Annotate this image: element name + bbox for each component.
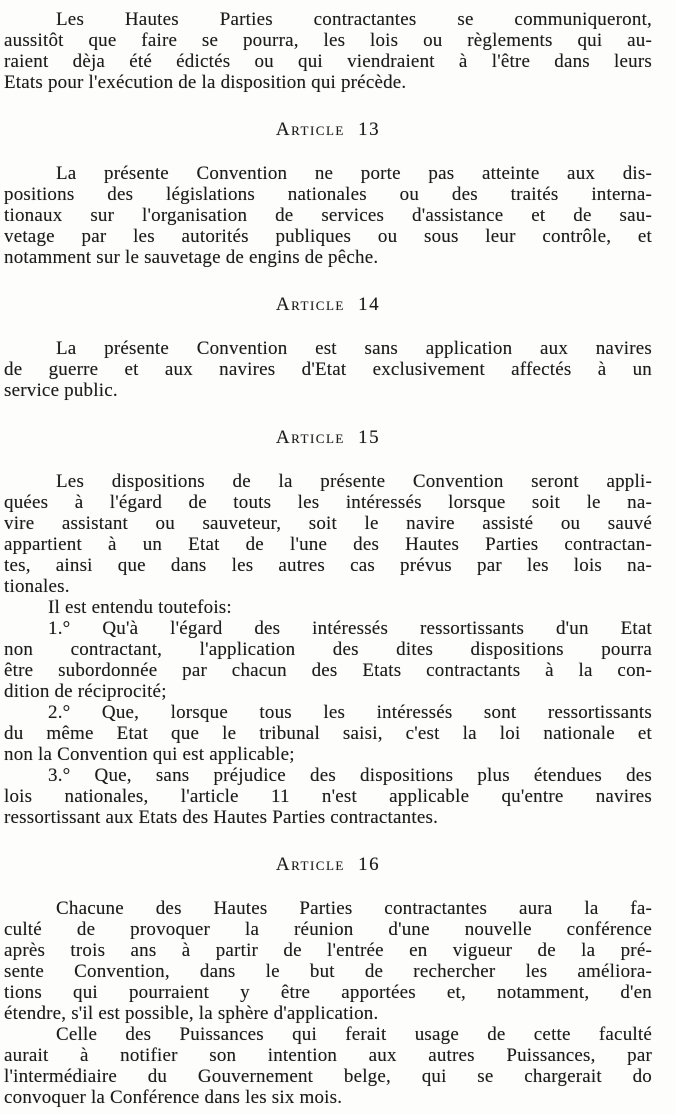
text-line: notamment sur le sauvetage de engins de pêche. — [4, 247, 379, 268]
text-line: La présente Convention est sans application aux navires — [56, 338, 652, 359]
text-line: Il est entendu toutefois: — [48, 597, 232, 618]
text-line: du même Etat que le tribunal saisi, c'est la loi nationale et — [4, 723, 652, 744]
text-line: vire assistant ou sauveteur, soit le navire assisté ou sauvé — [4, 513, 652, 534]
text-line: quées à l'égard de touts les intéressés lorsque soit le na- — [4, 492, 652, 513]
text-line: service public. — [4, 380, 118, 401]
text-line: Les Hautes Parties contractantes se communiqueront, — [56, 9, 652, 30]
text-line: vetage par les autorités publiques ou sous leur contrôle, et — [4, 226, 652, 247]
paragraph — [4, 471, 652, 597]
text-line: non contractant, l'application des dites dispositions pourra — [4, 639, 652, 660]
text-line: étendre, s'il est possible, la sphère d'application. — [4, 1003, 379, 1024]
text-line: de guerre et aux navires d'Etat exclusivement affectés à un — [4, 359, 652, 380]
text-line: Celle des Puissances qui ferait usage de cette faculté — [56, 1024, 652, 1045]
text-line: après trois ans à partir de l'entrée en vigueur de la pré- — [4, 940, 652, 961]
paragraph — [4, 9, 652, 93]
text-line: positions des législations nationales ou des traités interna- — [4, 184, 652, 205]
paragraph — [4, 702, 652, 765]
text-line: aurait à notifier son intention aux autres Puissances, par — [4, 1045, 652, 1066]
text-line: tes, ainsi que dans les autres cas prévus par les lois na- — [4, 555, 652, 576]
paragraph — [4, 618, 652, 702]
text-line: 2.° Que, lorsque tous les intéressés sont ressortissants — [48, 702, 652, 723]
article-heading: Article 13 — [275, 119, 381, 140]
paragraph — [4, 163, 652, 268]
text-line: sente Convention, dans le but de rechercher les améliora- — [4, 961, 652, 982]
text-line: culté de provoquer la réunion d'une nouvelle conférence — [4, 919, 652, 940]
text-line: Les dispositions de la présente Convention seront appli- — [56, 471, 652, 492]
text-line: 1.° Qu'à l'égard des intéressés ressortissants d'un Etat — [48, 618, 652, 639]
paragraph — [4, 1024, 652, 1108]
text-line: Etats pour l'exécution de la disposition qui précède. — [4, 72, 407, 93]
text-line: tionales. — [4, 576, 70, 597]
text-line: Chacune des Hautes Parties contractantes aura la fa- — [56, 898, 652, 919]
text-line: être subordonnée par chacun des Etats contractants à la con- — [4, 660, 652, 681]
text-line: 3.° Que, sans préjudice des dispositions plus étendues des — [48, 765, 652, 786]
text-line: dition de réciprocité; — [4, 681, 167, 702]
text-line: tions qui pourraient y être apportées et, notamment, d'en — [4, 982, 652, 1003]
paragraph — [4, 597, 652, 618]
paragraph — [4, 898, 652, 1024]
text-line: l'intermédiaire du Gouvernement belge, qui se chargerait do — [4, 1066, 652, 1087]
text-line: La présente Convention ne porte pas atteinte aux dis- — [56, 163, 652, 184]
article-heading: Article 15 — [275, 427, 381, 448]
text-line: raient dèja été édictés ou qui viendraient à l'être dans leurs — [4, 51, 652, 72]
text-line: non la Convention qui est applicable; — [4, 744, 295, 765]
article-heading: Article 14 — [275, 294, 381, 315]
paragraph — [4, 765, 652, 828]
article-heading: Article 16 — [275, 854, 381, 875]
text-line: lois nationales, l'article 11 n'est applicable qu'entre navires — [4, 786, 652, 807]
text-line: convoquer la Conférence dans les six mois. — [4, 1087, 343, 1108]
paragraph — [4, 338, 652, 401]
text-line: aussitôt que faire se pourra, les lois ou règlements qui au- — [4, 30, 652, 51]
text-line: tionaux sur l'organisation de services d'assistance et de sau- — [4, 205, 652, 226]
text-line: ressortissant aux Etats des Hautes Parties contractantes. — [4, 807, 439, 828]
text-line: appartient à un Etat de l'une des Hautes Parties contractan- — [4, 534, 652, 555]
